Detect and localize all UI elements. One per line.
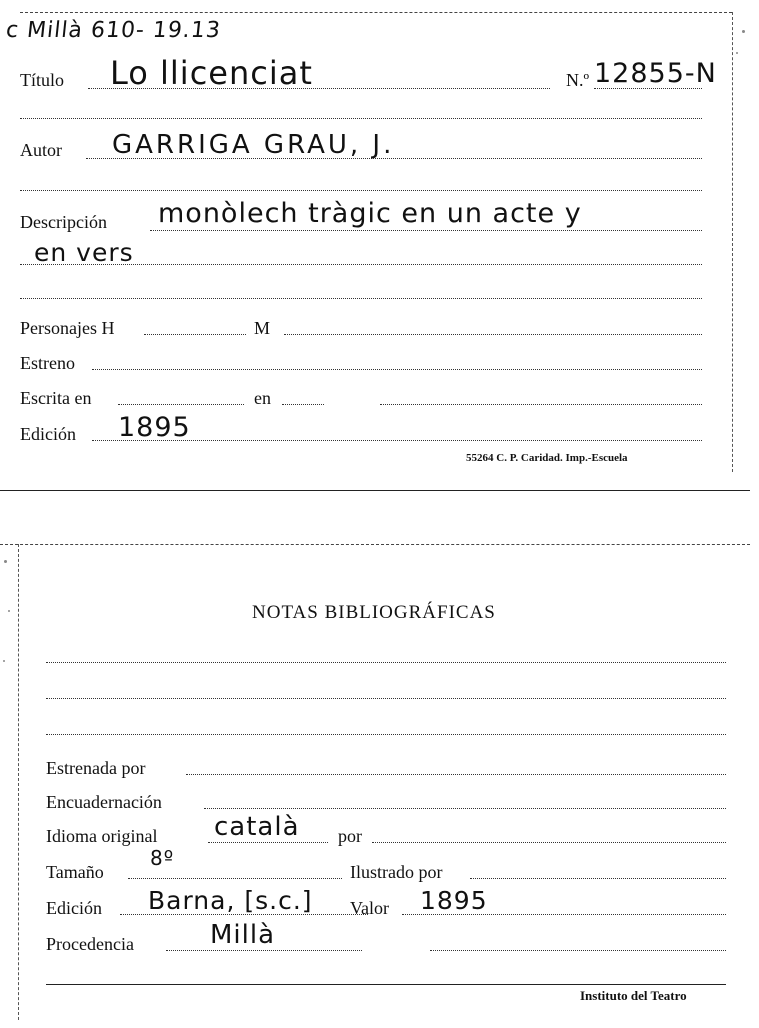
escrita-en-label: en (254, 388, 271, 408)
personajes-h-line (144, 334, 246, 335)
notas-line-1 (46, 662, 726, 663)
escrita-en-line (282, 404, 324, 405)
encuadernacion-label: Encuadernación (46, 792, 162, 812)
estreno-line (92, 369, 702, 370)
idioma-por-line (372, 842, 726, 843)
top-card-top-edge (20, 12, 732, 13)
notas-heading: NOTAS BIBLIOGRÁFICAS (252, 602, 496, 623)
procedencia-value[interactable]: Millà (210, 920, 276, 950)
procedencia-label: Procedencia (46, 934, 134, 954)
top-card-bottom-edge (0, 490, 750, 491)
top-card-imprint: 55264 C. P. Caridad. Imp.-Escuela (466, 452, 628, 464)
estrenada-line (186, 774, 726, 775)
idioma-value[interactable]: català (214, 812, 300, 842)
top-card-right-edge (732, 12, 733, 472)
personajes-m-label: M (254, 318, 271, 338)
scan-speck (736, 52, 738, 54)
blank-line-2 (20, 190, 702, 191)
notas-line-2 (46, 698, 726, 699)
ilustrado-label: Ilustrado por (350, 862, 443, 882)
scan-speck (4, 560, 7, 563)
descripcion-line (150, 230, 702, 231)
escrita-line (118, 404, 244, 405)
idioma-por-label: por (338, 826, 362, 846)
tamano-label: Tamaño (46, 862, 104, 882)
bottom-card-left-edge (18, 544, 19, 1020)
edicion-value[interactable]: 1895 (118, 412, 191, 443)
notas-line-3 (46, 734, 726, 735)
encuadernacion-line (204, 808, 726, 809)
titulo-label: Título (20, 70, 64, 90)
numero-value[interactable]: 12855-N (594, 58, 717, 89)
bottom-card-base-line (46, 984, 726, 985)
valor-value[interactable]: 1895 (420, 886, 488, 915)
bottom-edicion-label: Edición (46, 898, 102, 918)
bottom-card (0, 500, 759, 1028)
blank-line-1 (20, 118, 702, 119)
descripcion-value-line2[interactable]: en vers (34, 238, 134, 267)
top-card (0, 0, 759, 500)
scan-speck (8, 610, 10, 612)
tamano-value[interactable]: 8º (150, 846, 175, 870)
autor-value[interactable]: GARRIGA GRAU, J. (112, 130, 395, 160)
tamano-line (128, 878, 342, 879)
scan-speck (3, 660, 5, 662)
numero-label: N.º (566, 70, 590, 90)
descripcion-value-line1[interactable]: monòlech tràgic en un acte y (158, 198, 582, 229)
scan-speck (742, 30, 745, 33)
corner-note: c Millà 610- 19.13 (4, 18, 223, 43)
procedencia-extra-line (430, 950, 726, 951)
procedencia-line (166, 950, 362, 951)
descripcion-label: Descripción (20, 212, 107, 232)
autor-label: Autor (20, 140, 62, 160)
estreno-label: Estreno (20, 353, 75, 373)
idioma-label: Idioma original (46, 826, 158, 846)
personajes-m-line (284, 334, 702, 335)
bottom-edicion-value[interactable]: Barna, [s.c.] (148, 886, 313, 915)
bottom-card-top-edge (0, 544, 750, 545)
valor-label: Valor (350, 898, 389, 918)
escrita-extra-line (380, 404, 702, 405)
edicion-label: Edición (20, 424, 76, 444)
titulo-value[interactable]: Lo llicenciat (110, 54, 313, 92)
bottom-card-imprint: Instituto del Teatro (580, 988, 687, 1003)
personajes-label: Personajes H (20, 318, 115, 338)
ilustrado-line (470, 878, 726, 879)
estrenada-label: Estrenada por (46, 758, 146, 778)
escrita-label: Escrita en (20, 388, 92, 408)
blank-line-3 (20, 298, 702, 299)
idioma-line (208, 842, 328, 843)
